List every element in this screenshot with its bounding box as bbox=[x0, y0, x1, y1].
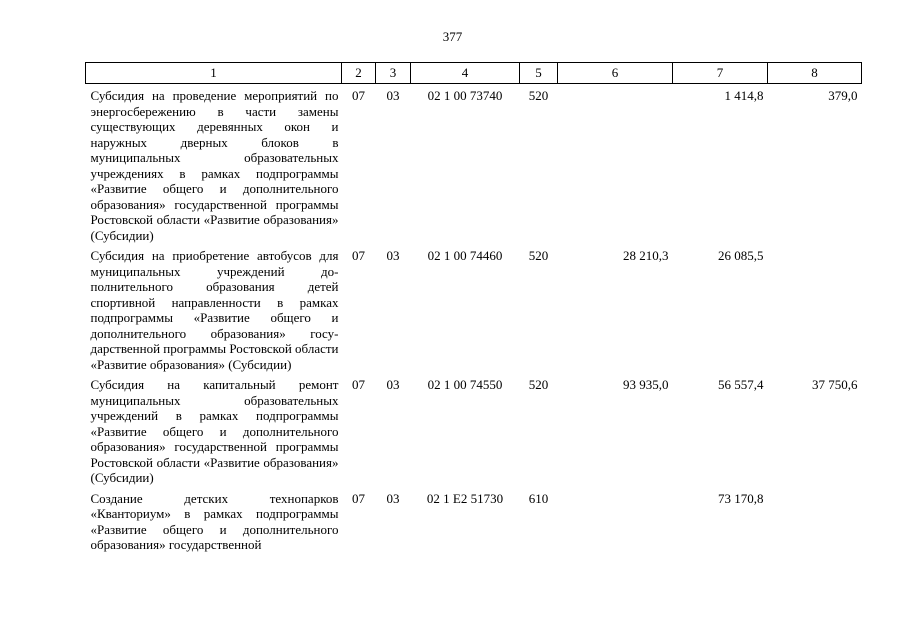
row-subsection: 03 bbox=[386, 88, 400, 103]
row-amount-col7: 1 414,8 bbox=[724, 88, 764, 103]
row-amount-col6 bbox=[558, 486, 673, 553]
page-number: 377 bbox=[442, 29, 463, 44]
row-target-article: 02 1 00 74460 bbox=[427, 248, 503, 263]
row-subsection: 03 bbox=[386, 490, 400, 506]
row-description: Создание детских технопарков «Кванториум» в рамках подпрограммы «Развитие общего и дополнительного образования» государственной bbox=[90, 490, 339, 552]
row-section: 07 bbox=[352, 88, 365, 103]
table-row bbox=[86, 486, 862, 553]
row-expense-type: 610 bbox=[528, 490, 549, 506]
table-header-row bbox=[86, 63, 862, 84]
row-expense-type: 520 bbox=[528, 88, 549, 103]
table-row bbox=[86, 243, 862, 372]
column-header-4: 4 bbox=[411, 63, 520, 84]
table-row bbox=[86, 84, 862, 244]
row-section: 07 bbox=[352, 248, 365, 263]
row-section: 07 bbox=[352, 490, 365, 506]
column-header-5: 5 bbox=[520, 63, 558, 84]
row-target-article: 02 1 E2 51730 bbox=[426, 490, 504, 506]
row-subsection: 03 bbox=[386, 248, 400, 263]
column-header-2: 2 bbox=[342, 63, 376, 84]
row-amount-col7: 26 085,5 bbox=[718, 248, 764, 263]
row-amount-col6: 28 210,3 bbox=[623, 248, 669, 263]
row-amount-col7: 73 170,8 bbox=[718, 490, 764, 506]
table-row bbox=[86, 372, 862, 486]
row-description: Субсидия на капитальный ремонт муниципальных образовательных учреждений в рамках подпрограммы «Развитие общего и дополнительного образования» государственной программы Ростовской области «Развитие образования» (Субсидии) bbox=[90, 377, 339, 485]
row-target-article: 02 1 00 73740 bbox=[427, 88, 503, 103]
row-subsection: 03 bbox=[386, 377, 400, 392]
row-amount-col8: 37 750,6 bbox=[812, 377, 858, 392]
row-amount-col6 bbox=[558, 84, 673, 244]
column-header-3: 3 bbox=[376, 63, 411, 84]
row-amount-col8: 379,0 bbox=[828, 88, 858, 103]
row-expense-type: 520 bbox=[528, 248, 549, 263]
column-header-7: 7 bbox=[673, 63, 768, 84]
column-header-1: 1 bbox=[86, 63, 342, 84]
row-amount-col7: 56 557,4 bbox=[718, 377, 764, 392]
column-header-6: 6 bbox=[558, 63, 673, 84]
row-amount-col8 bbox=[768, 486, 862, 553]
row-description: Субсидия на проведение мероприятий по энергосбережению в части замены существующих деревянных окон и наружных дверных блоков в муниципальных образовательных учреждениях в рамках подпрограммы «Развитие общего и дополнительного образования» государственной программы Ростовской области «Развитие образования» (Субсидии) bbox=[90, 88, 339, 243]
row-description: Субсидия на приобретение автобусов для муниципальных учреждений дополнительного образования детей спортивной направленности в рамках подпрограммы «Развитие общего и дополнительного образования» государственной программы Ростовской области «Развитие образования» (Субсидии) bbox=[90, 248, 339, 372]
column-header-8: 8 bbox=[768, 63, 862, 84]
row-expense-type: 520 bbox=[528, 377, 549, 392]
row-amount-col6: 93 935,0 bbox=[623, 377, 669, 392]
row-section: 07 bbox=[352, 377, 365, 392]
budget-table bbox=[85, 62, 862, 553]
row-target-article: 02 1 00 74550 bbox=[427, 377, 503, 392]
row-amount-col8 bbox=[768, 243, 862, 372]
